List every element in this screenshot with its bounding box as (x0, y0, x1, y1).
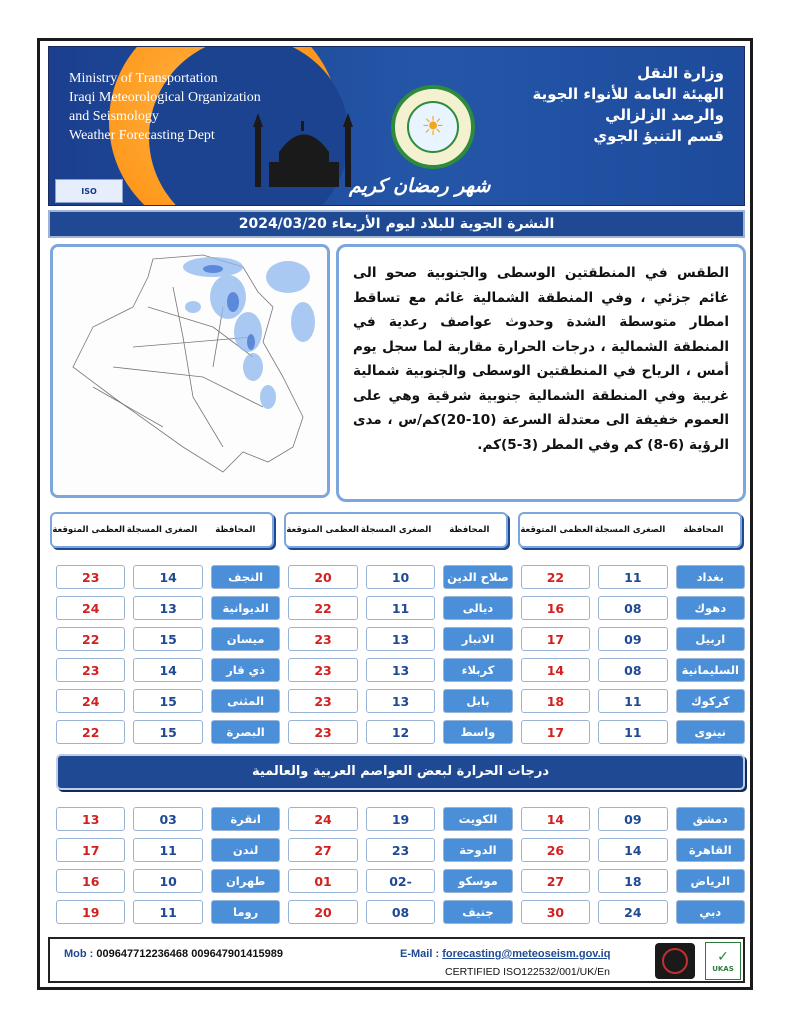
header-ar-line: الهيئة العامة للأنواء الجوية (532, 85, 724, 103)
max-temp-cell: 01 (288, 869, 357, 893)
max-temp-cell: 17 (521, 720, 590, 744)
header-arabic-text (532, 63, 724, 147)
province-name-cell: الكويت (443, 807, 512, 831)
province-name-cell: ذي قار (211, 658, 280, 682)
min-temp-cell: 11 (598, 565, 667, 589)
email-link[interactable]: forecasting@meteoseism.gov.iq (442, 948, 611, 960)
min-temp-cell: 13 (366, 627, 435, 651)
min-temp-cell: 11 (598, 720, 667, 744)
header-ar-line: قسم التنبؤ الجوي (593, 127, 724, 145)
province-name-cell: موسكو (443, 869, 512, 893)
max-temp-cell: 20 (288, 565, 357, 589)
province-name-cell: طهران (211, 869, 280, 893)
province-name-cell: الرياض (676, 869, 745, 893)
mosque-icon (249, 107, 359, 187)
min-temp-cell: 19 (366, 807, 435, 831)
ramadan-greeting: شهر رمضان كريم (349, 175, 491, 197)
header-english-text (69, 69, 261, 145)
min-temp-cell: 15 (133, 689, 202, 713)
min-temp-cell: 09 (598, 807, 667, 831)
province-name-cell: كربلاء (443, 658, 512, 682)
certification-logo-icon (655, 943, 695, 979)
min-temp-cell: 11 (133, 900, 202, 924)
max-temp-cell: 24 (288, 807, 357, 831)
min-temp-cell: 14 (598, 838, 667, 862)
province-name-cell: الديوانية (211, 596, 280, 620)
header-en-line: Weather Forecasting Dept (69, 128, 215, 143)
min-temp-cell: 18 (598, 869, 667, 893)
province-header: المحافظة (449, 524, 490, 535)
certification-text: CERTIFIED ISO122532/001/UK/En (445, 966, 610, 978)
province-name-cell: بابل (443, 689, 512, 713)
province-name-cell: البصرة (211, 720, 280, 744)
satellite-map (50, 244, 330, 498)
province-name-cell: المثنى (211, 689, 280, 713)
bulletin-date-title: النشرة الجوية للبلاد ليوم الأربعاء 2024/03/20 (48, 210, 745, 238)
max-temp-cell: 13 (56, 807, 125, 831)
column-header-group (50, 512, 274, 548)
max-temp-cell: 22 (56, 627, 125, 651)
province-name-cell: واسط (443, 720, 512, 744)
max-temp-cell: 22 (56, 720, 125, 744)
max-temp-cell: 16 (56, 869, 125, 893)
max-temp-cell: 17 (56, 838, 125, 862)
email-label: E-Mail : (400, 948, 440, 960)
ukas-label: UKAS (712, 965, 734, 973)
mob-label: Mob : (64, 948, 94, 960)
header-ar-line: وزارة النقل (637, 64, 724, 82)
max-temp-cell: 19 (56, 900, 125, 924)
province-name-cell: السليمانية (676, 658, 745, 682)
province-name-cell: كركوك (676, 689, 745, 713)
min-temp-cell: 10 (366, 565, 435, 589)
province-name-cell: القاهرة (676, 838, 745, 862)
max-temp-cell: 23 (56, 658, 125, 682)
province-name-cell: الدوحة (443, 838, 512, 862)
min-temp-cell: 15 (133, 627, 202, 651)
max-temp-cell: 24 (56, 689, 125, 713)
max-temp-cell: 23 (288, 627, 357, 651)
header-banner (48, 46, 745, 206)
mobile-numbers (64, 948, 283, 960)
min-temp-cell: 15 (133, 720, 202, 744)
min-temp-cell: 14 (133, 565, 202, 589)
header-ar-line: والرصد الزلزالي (605, 106, 724, 124)
max-expected-header: العظمى المتوقعة (286, 524, 359, 535)
min-recorded-header: الصغرى المسجلة (360, 524, 432, 535)
max-temp-cell: 30 (521, 900, 590, 924)
province-name-cell: نينوى (676, 720, 745, 744)
max-temp-cell: 23 (288, 720, 357, 744)
max-temp-cell: 24 (56, 596, 125, 620)
header-en-line: Iraqi Meteorological Organization (69, 90, 261, 105)
min-temp-cell: 23 (366, 838, 435, 862)
ukas-logo-icon: ✓ UKAS (705, 942, 741, 980)
max-temp-cell: 23 (288, 689, 357, 713)
province-header: المحافظة (215, 524, 256, 535)
min-recorded-header: الصغرى المسجلة (126, 524, 198, 535)
province-name-cell: بغداد (676, 565, 745, 589)
province-name-cell: روما (211, 900, 280, 924)
iso-badge: ISO (55, 179, 123, 203)
min-temp-cell: 11 (366, 596, 435, 620)
min-temp-cell: 11 (133, 838, 202, 862)
min-temp-cell: 13 (133, 596, 202, 620)
column-header-group (284, 512, 508, 548)
min-temp-cell: 03 (133, 807, 202, 831)
max-temp-cell: 17 (521, 627, 590, 651)
min-temp-cell: 09 (598, 627, 667, 651)
forecast-text-box (336, 244, 746, 502)
sun-cloud-icon: ☀ (407, 101, 459, 153)
province-name-cell: دمشق (676, 807, 745, 831)
max-temp-cell: 14 (521, 658, 590, 682)
capitals-section-title: درجات الحرارة لبعض العواصم العربية والعالمية (56, 754, 745, 790)
min-temp-cell: 08 (366, 900, 435, 924)
max-temp-cell: 18 (521, 689, 590, 713)
email-line (400, 948, 610, 960)
max-temp-cell: 27 (288, 838, 357, 862)
min-temp-cell: 13 (366, 689, 435, 713)
max-expected-header: العظمى المتوقعة (52, 524, 125, 535)
min-temp-cell: 11 (598, 689, 667, 713)
max-temp-cell: 14 (521, 807, 590, 831)
max-temp-cell: 23 (56, 565, 125, 589)
max-temp-cell: 20 (288, 900, 357, 924)
max-temp-cell: 26 (521, 838, 590, 862)
min-temp-cell: 14 (133, 658, 202, 682)
organization-logo (391, 85, 475, 169)
max-expected-header: العظمى المتوقعة (520, 524, 593, 535)
max-temp-cell: 16 (521, 596, 590, 620)
min-temp-cell: 10 (133, 869, 202, 893)
min-temp-cell: -02 (366, 869, 435, 893)
province-name-cell: صلاح الدين (443, 565, 512, 589)
max-temp-cell: 23 (288, 658, 357, 682)
province-name-cell: دبي (676, 900, 745, 924)
province-name-cell: جنيف (443, 900, 512, 924)
iraq-temperature-table (56, 565, 745, 744)
province-header: المحافظة (683, 524, 724, 535)
column-header-group (518, 512, 742, 548)
province-name-cell: النجف (211, 565, 280, 589)
province-name-cell: الانبار (443, 627, 512, 651)
min-temp-cell: 24 (598, 900, 667, 924)
province-name-cell: ميسان (211, 627, 280, 651)
bulletin-frame (37, 38, 753, 990)
province-name-cell: انقرة (211, 807, 280, 831)
province-name-cell: دهوك (676, 596, 745, 620)
capitals-temperature-table (56, 807, 745, 924)
max-temp-cell: 22 (521, 565, 590, 589)
mob-value: 009647712236468 009647901415989 (96, 948, 283, 960)
forecast-paragraph: الطقس في المنطقتين الوسطى والجنوبية صحو الى غائم جزئي ، وفي المنطقة الشمالية غائم مع تساقط امطار متوسطة الشدة وحدوث عواصف رعدية في المنطقة الشمالية ، درجات الحرارة مقاربة لما سجل يوم أمس ، الرياح في المنطقتين الوسطى والجنوبية شمالية غربية وفي المنطقة الشمالية جنوبية شرقية وهي على العموم خفيفة الى معتدلة السرعة (10-20)كم/س ، مدى الرؤية (6-8) كم وفي المطر (3-5)كم. (353, 265, 730, 453)
iraq-map-icon (53, 247, 327, 495)
min-temp-cell: 13 (366, 658, 435, 682)
province-name-cell: لندن (211, 838, 280, 862)
footer (48, 937, 745, 983)
min-temp-cell: 12 (366, 720, 435, 744)
province-name-cell: ديالى (443, 596, 512, 620)
min-recorded-header: الصغرى المسجلة (594, 524, 666, 535)
header-en-line: Ministry of Transportation (69, 71, 218, 86)
max-temp-cell: 27 (521, 869, 590, 893)
max-temp-cell: 22 (288, 596, 357, 620)
min-temp-cell: 08 (598, 596, 667, 620)
header-en-line: and Seismology (69, 109, 159, 124)
min-temp-cell: 08 (598, 658, 667, 682)
province-name-cell: اربيل (676, 627, 745, 651)
